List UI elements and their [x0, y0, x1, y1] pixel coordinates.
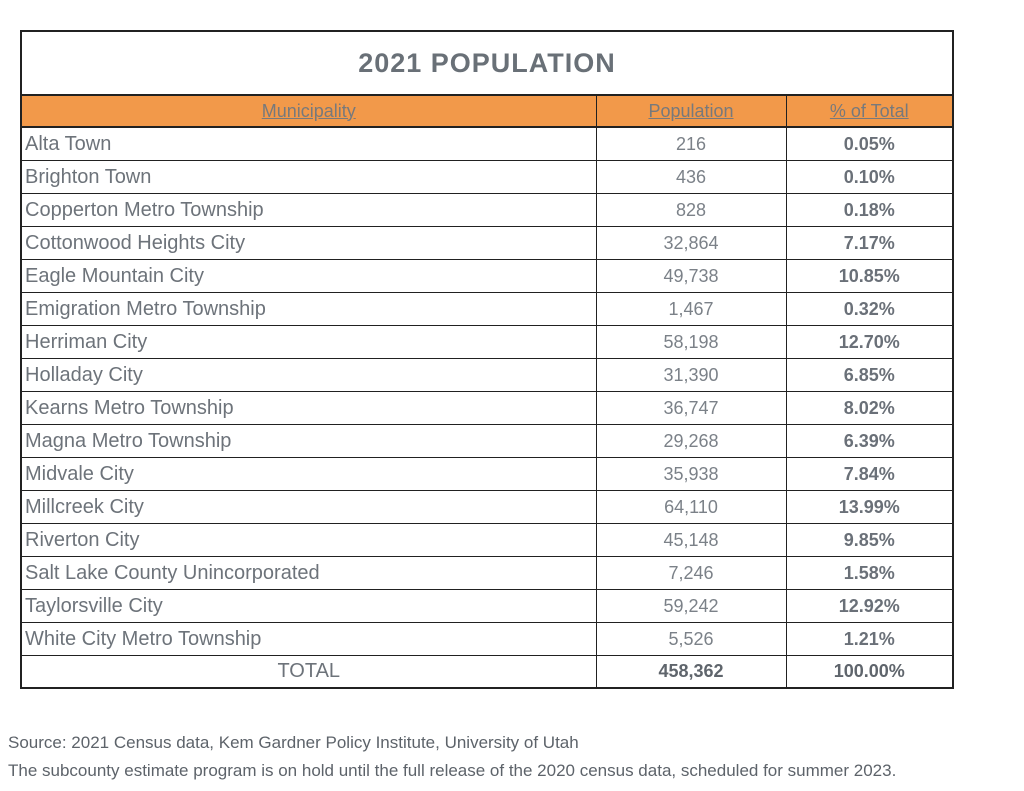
percent-cell: 0.32% — [786, 293, 953, 326]
municipality-cell: Magna Metro Township — [21, 425, 596, 458]
table-row — [21, 260, 953, 293]
population-cell: 5,526 — [596, 623, 786, 656]
percent-cell: 0.05% — [786, 127, 953, 161]
column-header-municipality[interactable]: Municipality — [21, 95, 596, 127]
population-cell: 35,938 — [596, 458, 786, 491]
table-row — [21, 326, 953, 359]
municipality-cell: Holladay City — [21, 359, 596, 392]
table-row — [21, 293, 953, 326]
percent-cell: 7.84% — [786, 458, 953, 491]
percent-cell: 1.21% — [786, 623, 953, 656]
percent-cell: 6.85% — [786, 359, 953, 392]
percent-cell: 9.85% — [786, 524, 953, 557]
municipality-cell: Salt Lake County Unincorporated — [21, 557, 596, 590]
percent-cell: 13.99% — [786, 491, 953, 524]
table-title: 2021 POPULATION — [21, 31, 953, 95]
percent-cell: 12.70% — [786, 326, 953, 359]
municipality-cell: Midvale City — [21, 458, 596, 491]
population-cell: 828 — [596, 194, 786, 227]
municipality-cell: Cottonwood Heights City — [21, 227, 596, 260]
table-row — [21, 359, 953, 392]
header-row — [21, 95, 953, 127]
table-body — [21, 127, 953, 656]
table-row — [21, 491, 953, 524]
title-row — [21, 31, 953, 95]
total-population-cell: 458,362 — [596, 656, 786, 689]
population-cell: 29,268 — [596, 425, 786, 458]
population-cell: 216 — [596, 127, 786, 161]
municipality-cell: Taylorsville City — [21, 590, 596, 623]
percent-cell: 6.39% — [786, 425, 953, 458]
population-cell: 49,738 — [596, 260, 786, 293]
population-cell: 36,747 — [596, 392, 786, 425]
population-cell: 45,148 — [596, 524, 786, 557]
table-row — [21, 194, 953, 227]
percent-cell: 7.17% — [786, 227, 953, 260]
source-note: Source: 2021 Census data, Kem Gardner Policy Institute, University of Utah — [8, 733, 579, 752]
table-row — [21, 161, 953, 194]
population-cell: 7,246 — [596, 557, 786, 590]
percent-cell: 8.02% — [786, 392, 953, 425]
table-row — [21, 392, 953, 425]
percent-cell: 1.58% — [786, 557, 953, 590]
column-header-population[interactable]: Population — [596, 95, 786, 127]
table-row — [21, 425, 953, 458]
table-row — [21, 227, 953, 260]
municipality-cell: Eagle Mountain City — [21, 260, 596, 293]
column-header-percent[interactable]: % of Total — [786, 95, 953, 127]
table-row — [21, 623, 953, 656]
total-row — [21, 656, 953, 689]
percent-cell: 12.92% — [786, 590, 953, 623]
population-cell: 58,198 — [596, 326, 786, 359]
table-row — [21, 590, 953, 623]
municipality-cell: Copperton Metro Township — [21, 194, 596, 227]
municipality-cell: Brighton Town — [21, 161, 596, 194]
municipality-cell: Millcreek City — [21, 491, 596, 524]
table-row — [21, 524, 953, 557]
footer-notes — [8, 729, 896, 785]
percent-cell: 10.85% — [786, 260, 953, 293]
table-row — [21, 127, 953, 161]
municipality-cell: Riverton City — [21, 524, 596, 557]
subcounty-note: The subcounty estimate program is on hold until the full release of the 2020 census data, scheduled for summer 2023. — [8, 761, 897, 780]
percent-cell: 0.10% — [786, 161, 953, 194]
table-row — [21, 557, 953, 590]
population-cell: 59,242 — [596, 590, 786, 623]
total-label-cell: TOTAL — [21, 656, 596, 689]
municipality-cell: White City Metro Township — [21, 623, 596, 656]
municipality-cell: Kearns Metro Township — [21, 392, 596, 425]
population-cell: 436 — [596, 161, 786, 194]
municipality-cell: Herriman City — [21, 326, 596, 359]
population-cell: 64,110 — [596, 491, 786, 524]
municipality-cell: Alta Town — [21, 127, 596, 161]
population-cell: 32,864 — [596, 227, 786, 260]
population-cell: 1,467 — [596, 293, 786, 326]
table-row — [21, 458, 953, 491]
municipality-cell: Emigration Metro Township — [21, 293, 596, 326]
percent-cell: 0.18% — [786, 194, 953, 227]
population-table — [20, 30, 954, 689]
population-cell: 31,390 — [596, 359, 786, 392]
total-percent-cell: 100.00% — [786, 656, 953, 689]
